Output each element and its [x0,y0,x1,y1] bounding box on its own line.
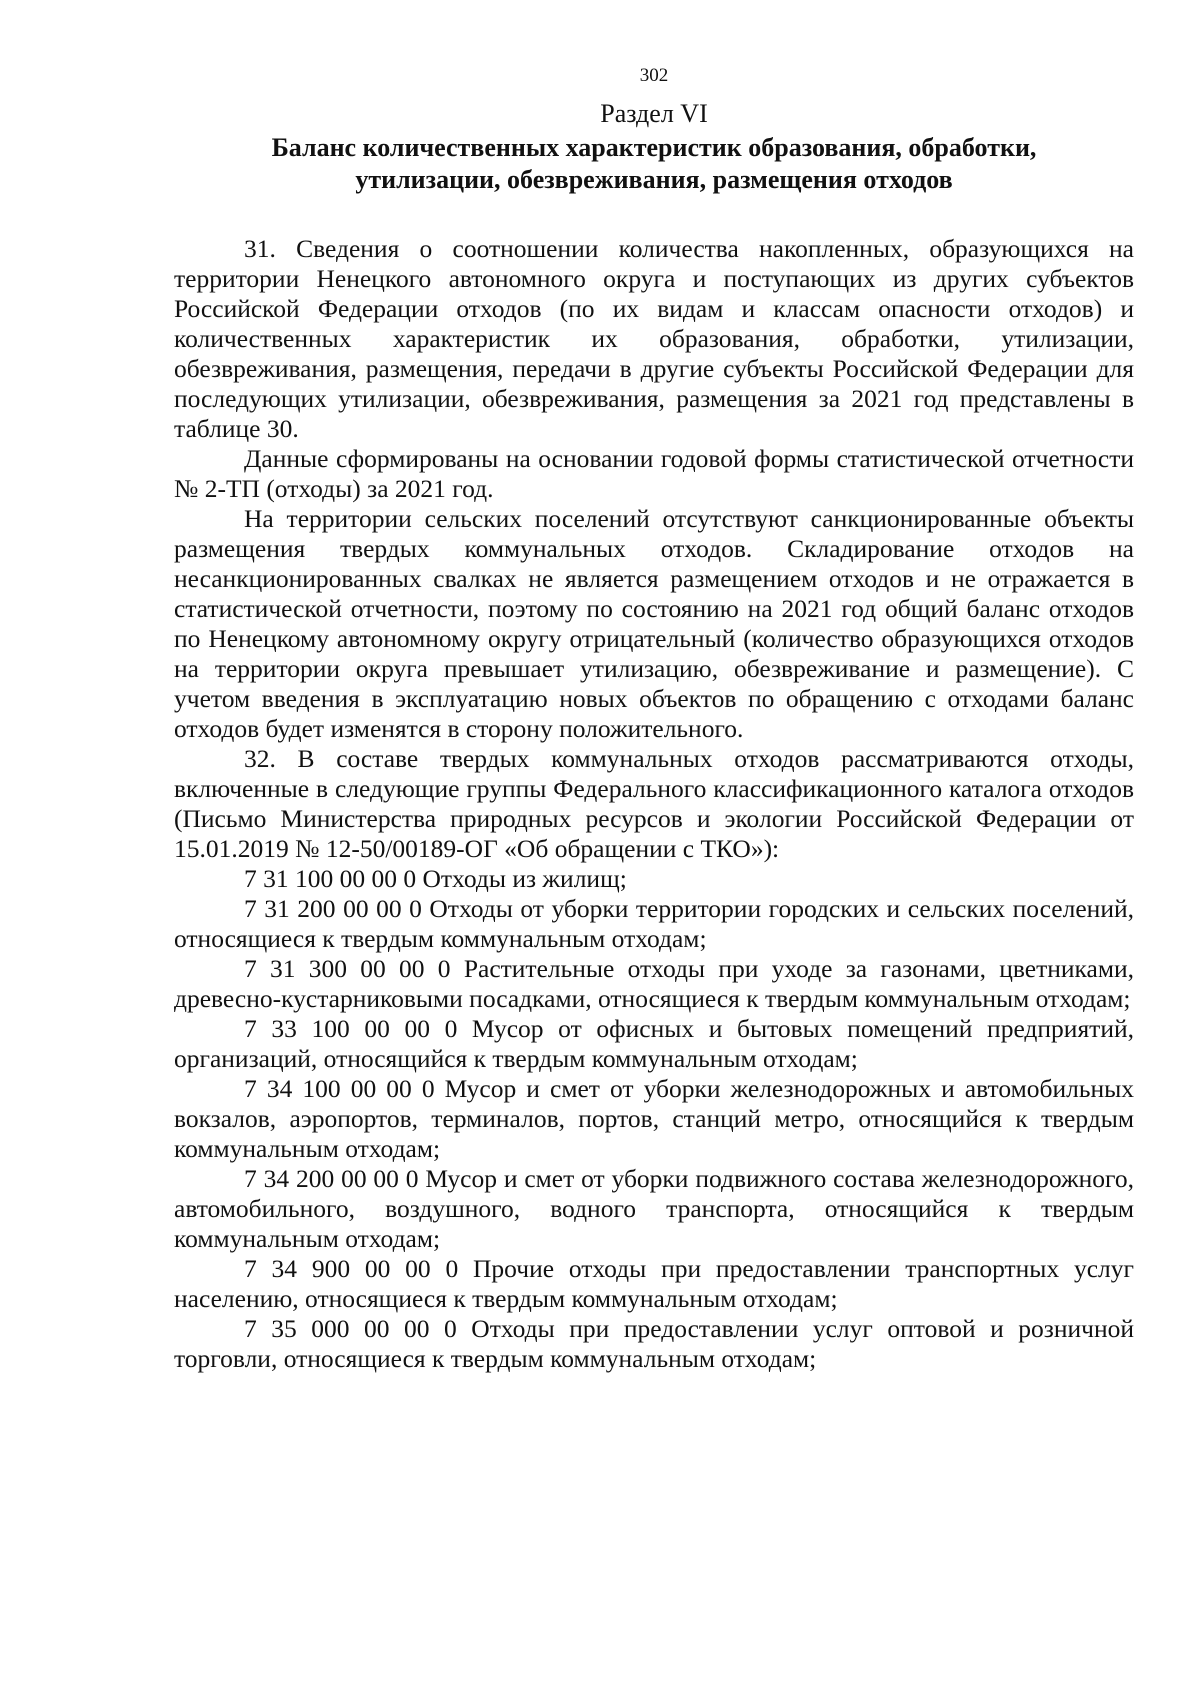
paragraph-32: 32. В составе твердых коммунальных отходов рассматриваются отходы, включенные в следующие группы Федерального классификационного каталога отходов (Письмо Министерства природных ресурсов и экологии Российской Федерации от 15.01.2019 № 12-50/00189-ОГ «Об обращении с ТКО»): [174,744,1134,863]
body-text [174,234,1134,1374]
list-item-waste-code: 7 33 100 00 00 0 Мусор от офисных и бытовых помещений предприятий, организаций, относящийся к твердым коммунальным отходам; [174,1014,1134,1073]
paragraph-31: 31. Сведения о соотношении количества накопленных, образующихся на территории Ненецкого автономного округа и поступающих из других субъектов Российской Федерации отходов (по их видам и классам опасности отходов) и количественных характеристик их образования, обработки, утилизации, обезвреживания, размещения, передачи в другие субъекты Российской Федерации для последующих утилизации, обезвреживания, размещения за 2021 год представлены в таблице 30. [174,234,1134,443]
list-item-waste-code: 7 31 200 00 00 0 Отходы от уборки территории городских и сельских поселений, относящиеся к твердым коммунальным отходам; [174,894,1134,953]
list-item-waste-code: 7 34 900 00 00 0 Прочие отходы при предоставлении транспортных услуг населению, относящиеся к твердым коммунальным отходам; [174,1254,1134,1313]
list-item-waste-code: 7 35 000 00 00 0 Отходы при предоставлении услуг оптовой и розничной торговли, относящиеся к твердым коммунальным отходам; [174,1314,1134,1373]
section-title [174,132,1134,196]
section-label: Раздел VI [600,99,708,128]
list-item-waste-code: 7 31 300 00 00 0 Растительные отходы при уходе за газонами, цветниками, древесно-кустарниковыми посадками, относящиеся к твердым коммунальным отходам; [174,954,1134,1013]
document-page [174,64,1134,1374]
section-title-line-1: Баланс количественных характеристик образования, обработки, [271,133,1037,162]
section-title-line-2: утилизации, обезвреживания, размещения отходов [355,165,953,194]
list-item-waste-code: 7 34 200 00 00 0 Мусор и смет от уборки подвижного состава железнодорожного, автомобильного, воздушного, водного транспорта, относящийся к твердым коммунальным отходам; [174,1164,1134,1253]
paragraph-data-source: Данные сформированы на основании годовой формы статистической отчетности № 2-ТП (отходы) за 2021 год. [174,444,1134,503]
page-number: 302 [639,65,669,86]
paragraph-balance: На территории сельских поселений отсутствуют санкционированные объекты размещения твердых коммунальных отходов. Складирование отходов на несанкционированных свалках не является размещением отходов и не отражается в статистической отчетности, поэтому по состоянию на 2021 год общий баланс отходов по Ненецкому автономному округу отрицательный (количество образующихся отходов на территории округа превышает утилизацию, обезвреживание и размещение). С учетом введения в эксплуатацию новых объектов по обращению с отходами баланс отходов будет изменятся в сторону положительного. [174,504,1134,743]
list-item-waste-code: 7 31 100 00 00 0 Отходы из жилищ; [244,864,627,893]
list-item-waste-code: 7 34 100 00 00 0 Мусор и смет от уборки железнодорожных и автомобильных вокзалов, аэропортов, терминалов, портов, станций метро, относящийся к твердым коммунальным отходам; [174,1074,1134,1163]
